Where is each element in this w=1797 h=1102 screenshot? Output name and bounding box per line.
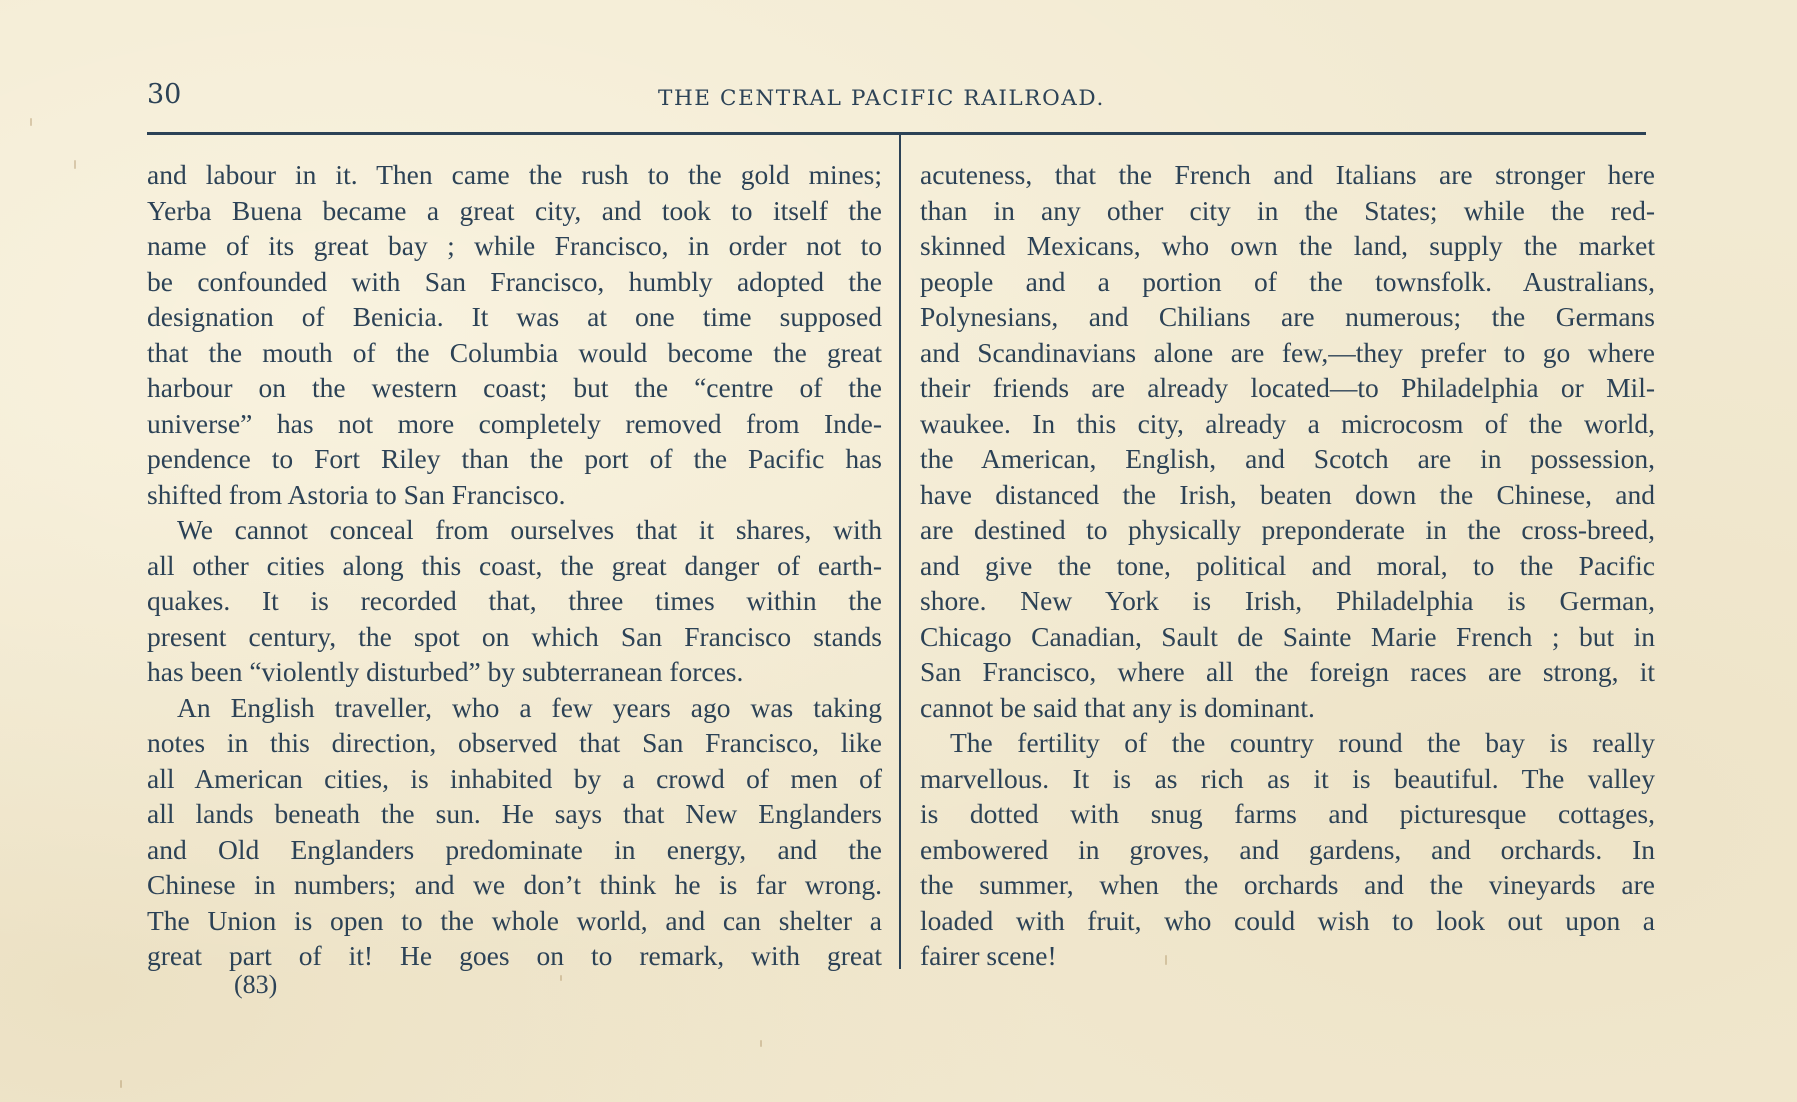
text-line: Yerba Buena became a great city, and took to itself the bbox=[147, 194, 882, 226]
text-line: San Francisco, where all the foreign races are strong, it bbox=[920, 656, 1655, 687]
page-number: 30 bbox=[147, 79, 182, 110]
text-line: pendence to Fort Riley than the port of the Pacific has bbox=[147, 443, 882, 474]
text-line: cannot be said that any is dominant. bbox=[920, 691, 1315, 723]
text-line: shore. New York is Irish, Philadelphia is German, bbox=[920, 585, 1655, 616]
text-line: is dotted with snug farms and picturesque cottages, bbox=[920, 798, 1655, 829]
paper-speck bbox=[74, 160, 76, 169]
right-text-column bbox=[920, 157, 1655, 974]
text-line: The fertility of the country round the bay is really bbox=[950, 727, 1655, 758]
text-line: harbour on the western coast; but the “centre of the bbox=[147, 372, 882, 403]
text-line: have distanced the Irish, beaten down the Chinese, and bbox=[920, 478, 1655, 510]
text-line: designation of Benicia. It was at one time supposed bbox=[147, 301, 882, 332]
text-line: and Scandinavians alone are few,—they prefer to go where bbox=[920, 336, 1655, 368]
text-line: and labour in it. Then came the rush to the gold mines; bbox=[147, 159, 882, 190]
text-line: than in any other city in the States; while the red- bbox=[920, 194, 1655, 226]
text-line: universe” has not more completely removed from Inde- bbox=[147, 407, 882, 439]
text-line: great part of it! He goes on to remark, with great bbox=[147, 940, 882, 971]
left-text-column bbox=[147, 157, 882, 974]
text-line: all American cities, is inhabited by a crowd of men of bbox=[147, 762, 882, 794]
text-line: loaded with fruit, who could wish to look out upon a bbox=[920, 904, 1655, 936]
text-line: We cannot conceal from ourselves that it shares, with bbox=[177, 514, 882, 545]
text-line: name of its great bay ; while Francisco, in order not to bbox=[147, 230, 882, 261]
text-line: their friends are already located—to Philadelphia or Mil- bbox=[920, 372, 1655, 403]
text-line: Polynesians, and Chilians are numerous; the Germans bbox=[920, 301, 1655, 332]
text-line: An English traveller, who a few years ago was taking bbox=[177, 691, 882, 723]
text-line: present century, the spot on which San Francisco stands bbox=[147, 620, 882, 652]
text-line: all other cities along this coast, the great danger of earth- bbox=[147, 549, 882, 581]
header-rule-divider bbox=[147, 132, 1646, 135]
text-line: skinned Mexicans, who own the land, supply the market bbox=[920, 230, 1655, 261]
text-line: be confounded with San Francisco, humbly adopted the bbox=[147, 265, 882, 297]
paper-speck bbox=[560, 975, 562, 981]
column-divider bbox=[899, 134, 901, 969]
text-line: are destined to physically preponderate in the cross-breed, bbox=[920, 514, 1655, 545]
paper-speck bbox=[120, 1080, 122, 1088]
text-line: has been “violently disturbed” by subterranean forces. bbox=[147, 656, 744, 687]
text-line: quakes. It is recorded that, three times within the bbox=[147, 585, 882, 616]
text-line: and give the tone, political and moral, to the Pacific bbox=[920, 549, 1655, 581]
signature-mark: (83) bbox=[234, 970, 278, 999]
text-line: notes in this direction, observed that San Francisco, like bbox=[147, 727, 882, 758]
text-line: and Old Englanders predominate in energy, and the bbox=[147, 833, 882, 865]
text-line: people and a portion of the townsfolk. Australians, bbox=[920, 265, 1655, 297]
paper-speck bbox=[30, 118, 32, 126]
text-line: fairer scene! bbox=[920, 940, 1057, 971]
text-line: acuteness, that the French and Italians are stronger here bbox=[920, 159, 1655, 190]
text-line: that the mouth of the Columbia would become the great bbox=[147, 336, 882, 368]
text-line: shifted from Astoria to San Francisco. bbox=[147, 478, 566, 510]
text-line: the summer, when the orchards and the vineyards are bbox=[920, 869, 1655, 900]
paper-speck bbox=[760, 1040, 762, 1047]
text-line: the American, English, and Scotch are in possession, bbox=[920, 443, 1655, 474]
text-line: all lands beneath the sun. He says that New Englanders bbox=[147, 798, 882, 829]
text-line: marvellous. It is as rich as it is beautiful. The valley bbox=[920, 762, 1655, 794]
text-line: Chinese in numbers; and we don’t think he is far wrong. bbox=[147, 869, 882, 900]
text-line: The Union is open to the whole world, and can shelter a bbox=[147, 904, 882, 936]
text-line: embowered in groves, and gardens, and orchards. In bbox=[920, 833, 1655, 865]
running-title: THE CENTRAL PACIFIC RAILROAD. bbox=[658, 86, 1105, 111]
paper-speck bbox=[1165, 955, 1167, 965]
text-line: waukee. In this city, already a microcosm of the world, bbox=[920, 407, 1655, 439]
text-line: Chicago Canadian, Sault de Sainte Marie French ; but in bbox=[920, 620, 1655, 652]
